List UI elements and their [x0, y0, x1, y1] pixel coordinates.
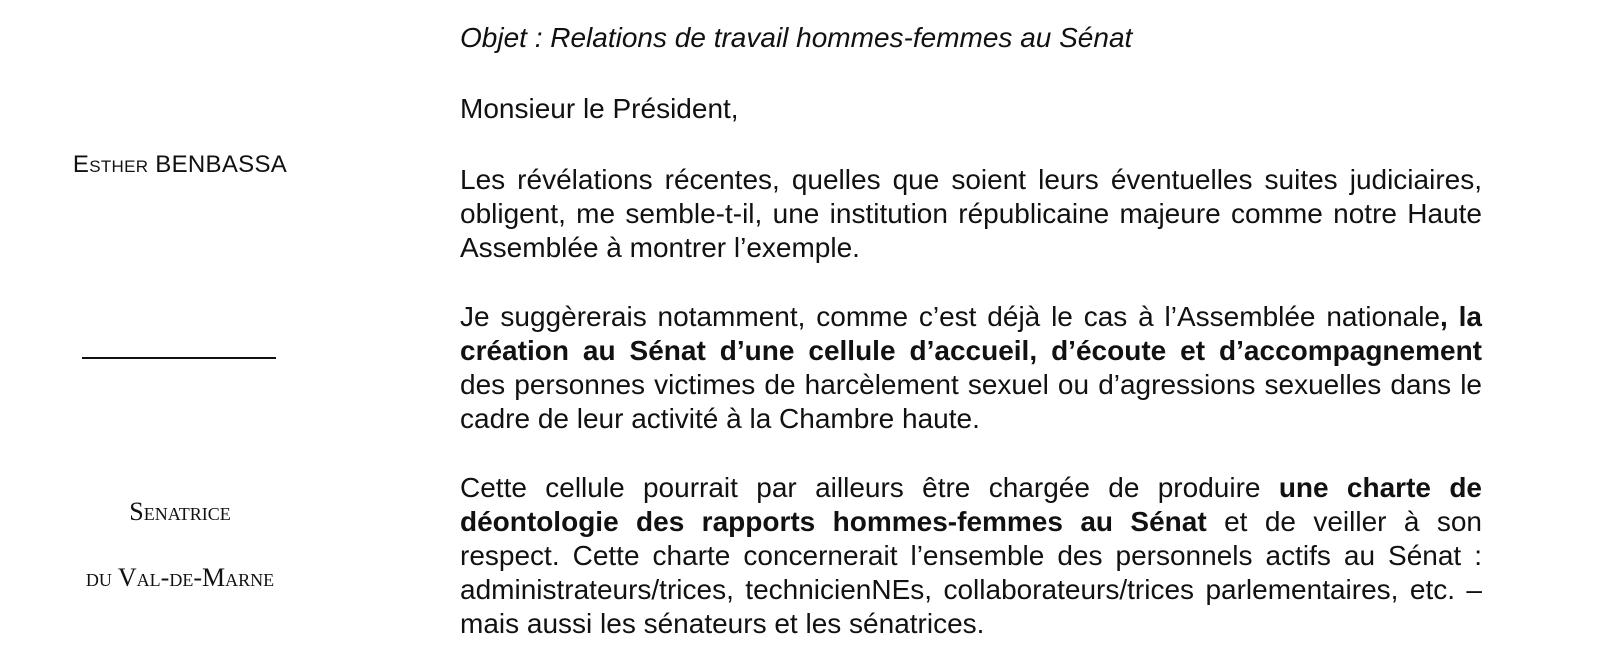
paragraph-1: [460, 163, 1482, 265]
paragraph-3-text-a: Cette cellule pourrait par ailleurs être chargée de produire: [460, 472, 1279, 503]
paragraph-3-bold-text: une charte de déontologie des rapports hommes-femmes au Sénat: [460, 472, 1482, 537]
sender-title-line2: du Val-de-Marne: [85, 563, 275, 592]
paragraph-3-text-c: et de veiller à son respect. Cette charte concernerait l’ensemble des personnels actifs au Sénat : administrateurs/trices, technicienNEs, collaborateurs/trices parlementaires, etc. – mais aussi les sénateurs et les sénatrices.: [460, 506, 1482, 639]
paragraph-1-text: Les révélations récentes, quelles que soient leurs éventuelles suites judiciaires, obligent, me semble-t-il, une institution républicaine majeure comme notre Haute Assemblée à montrer l’exemple.: [460, 164, 1482, 263]
paragraph-3: [460, 471, 1482, 641]
paragraph-2-bold-text: , la création au Sénat d’une cellule d’accueil, d’écoute et d’accompagnement: [460, 301, 1482, 366]
sender-sidebar: [0, 0, 360, 658]
sender-name: Esther BENBASSA: [72, 151, 288, 178]
divider: [82, 357, 276, 359]
sender-title-line1: Senatrice: [129, 497, 231, 526]
paragraph-2-text-a: Je suggèrerais notamment, comme c’est déjà le cas à l’Assemblée nationale: [460, 301, 1441, 332]
letter-subject: Objet : Relations de travail hommes-femmes au Sénat: [460, 22, 1133, 53]
letter-salutation: Monsieur le Président,: [460, 93, 739, 124]
paragraph-2-text-c: des personnes victimes de harcèlement sexuel ou d’agressions sexuelles dans le cadre de leur activité à la Chambre haute.: [460, 369, 1482, 434]
paragraph-2: [460, 300, 1482, 436]
